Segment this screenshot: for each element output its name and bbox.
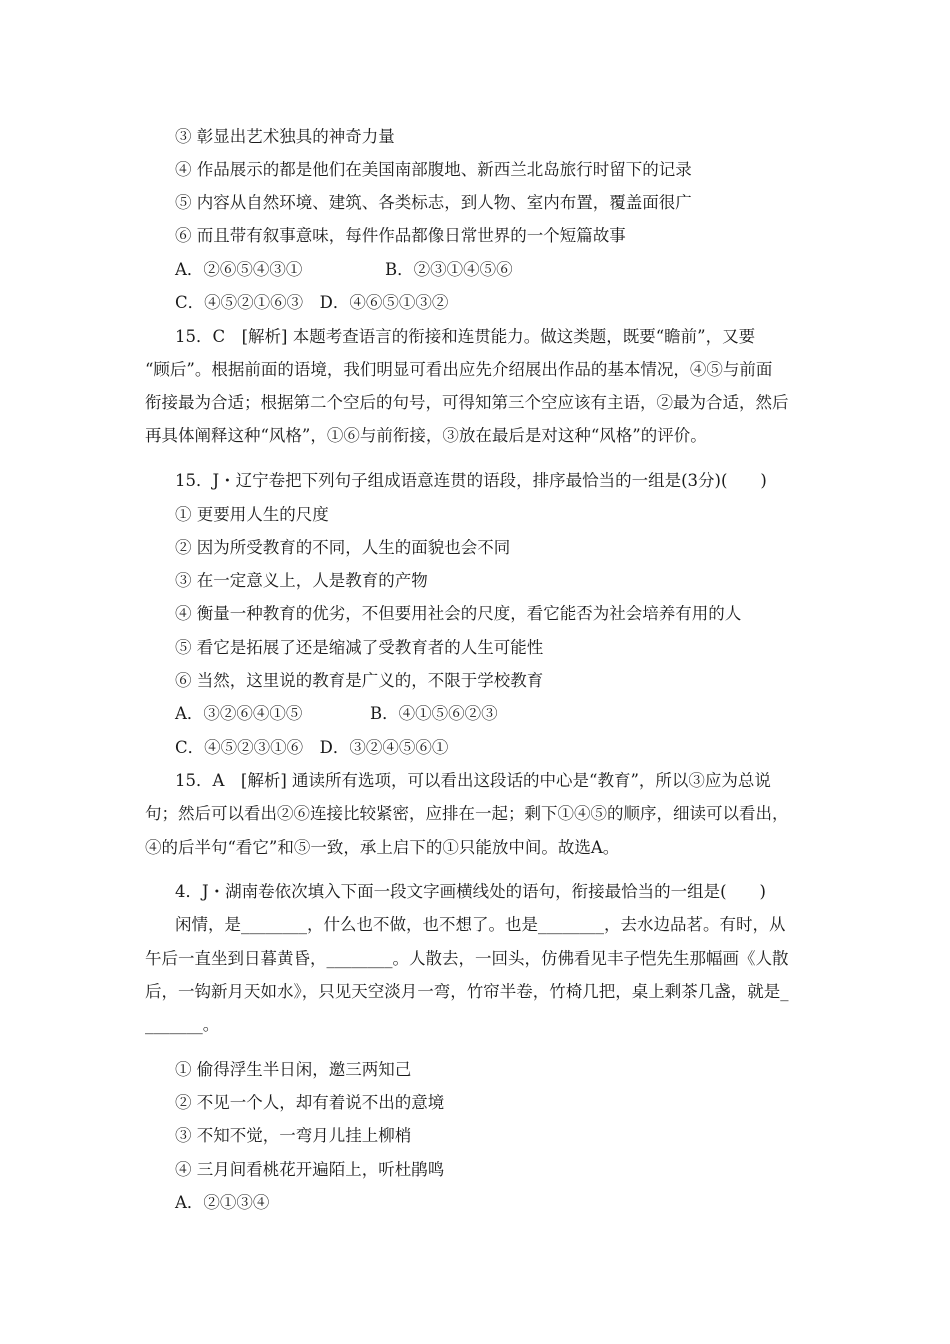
option-item: ③ 在一定意义上，人是教育的产物	[175, 571, 428, 590]
option-item: ② 因为所受教育的不同，人生的面貌也会不同	[175, 538, 511, 557]
answer-explanation-line: 衔接最为合适；根据第二个空后的句号，可得知第三个空应该有主语，②最为合适，然后	[145, 393, 789, 412]
option-item: ⑤ 看它是拓展了还是缩减了受教育者的人生可能性	[175, 638, 544, 657]
choice-a: A．②①③④	[175, 1193, 270, 1212]
question-title: 15．J・辽宁卷把下列句子组成语意连贯的语段，排序最恰当的一组是(3分)( )	[175, 471, 767, 490]
option-item: ⑤ 内容从自然环境、建筑、各类标志，到人物、室内布置，覆盖面很广	[175, 193, 692, 212]
option-item: ① 更要用人生的尺度	[175, 505, 329, 524]
answer-options-row	[175, 259, 810, 281]
passage-line: _______。	[145, 1015, 220, 1034]
answer-explanation-line: 15．C [解析] 本题考查语言的衔接和连贯能力。做这类题，既要“瞻前”，又要	[175, 327, 756, 346]
option-item: ③ 不知不觉，一弯月儿挂上柳梢	[175, 1126, 412, 1145]
answer-explanation-line: 句；然后可以看出②⑥连接比较紧密，应排在一起；剩下①④⑤的顺序，细读可以看出，	[145, 804, 789, 823]
choice-a: A．③②⑥④①⑤	[175, 704, 303, 723]
passage-line: 后，一钩新月天如水》，只见天空淡月一弯，竹帘半卷，竹椅几把，桌上剩茶几盏，就是_	[145, 982, 789, 1001]
answer-explanation-line: 15．A [解析] 通读所有选项，可以看出这段话的中心是“教育”，所以③应为总说	[175, 771, 771, 790]
choice-c-d: C．④⑤②③①⑥ D．③②④⑤⑥①	[175, 738, 449, 757]
question-title: 4．J・湖南卷依次填入下面一段文字画横线处的语句，衔接最恰当的一组是( )	[175, 882, 766, 901]
choice-b: B．④①⑤⑥②③	[370, 704, 498, 723]
option-item: ④ 作品展示的都是他们在美国南部腹地、新西兰北岛旅行时留下的记录	[175, 160, 692, 179]
option-item: ④ 三月间看桃花开遍陌上，听杜鹃鸣	[175, 1160, 445, 1179]
answer-options-row	[175, 703, 810, 725]
choice-c-d: C．④⑤②①⑥③ D．④⑥⑤①③②	[175, 293, 449, 312]
option-item: ⑥ 而且带有叙事意味，每件作品都像日常世界的一个短篇故事	[175, 226, 626, 245]
passage-line: 午后一直坐到日暮黄昏，________。人散去，一回头，仿佛看见丰子恺先生那幅画《人散	[145, 949, 789, 968]
answer-explanation-line: “顾后”。根据前面的语境，我们明显可看出应先介绍展出作品的基本情况，④⑤与前面	[145, 360, 773, 379]
option-item: ① 偷得浮生半日闲，邀三两知己	[175, 1060, 412, 1079]
choice-b: B．②③①④⑤⑥	[385, 260, 513, 279]
option-item: ④ 衡量一种教育的优劣，不但要用社会的尺度，看它能否为社会培养有用的人	[175, 604, 742, 623]
answer-explanation-line: 再具体阐释这种“风格”，①⑥与前衔接，③放在最后是对这种“风格”的评价。	[145, 426, 707, 445]
answer-explanation-line: ④的后半句“看它”和⑤一致，承上启下的①只能放中间。故选A。	[145, 838, 620, 857]
choice-a: A．②⑥⑤④③①	[175, 260, 303, 279]
option-item: ② 不见一个人，却有着说不出的意境	[175, 1093, 445, 1112]
option-item: ③ 彰显出艺术独具的神奇力量	[175, 127, 395, 146]
passage-line: 闲情，是________，什么也不做，也不想了。也是________，去水边品茗。有时，从	[175, 915, 786, 934]
option-item: ⑥ 当然，这里说的教育是广义的，不限于学校教育	[175, 671, 544, 690]
